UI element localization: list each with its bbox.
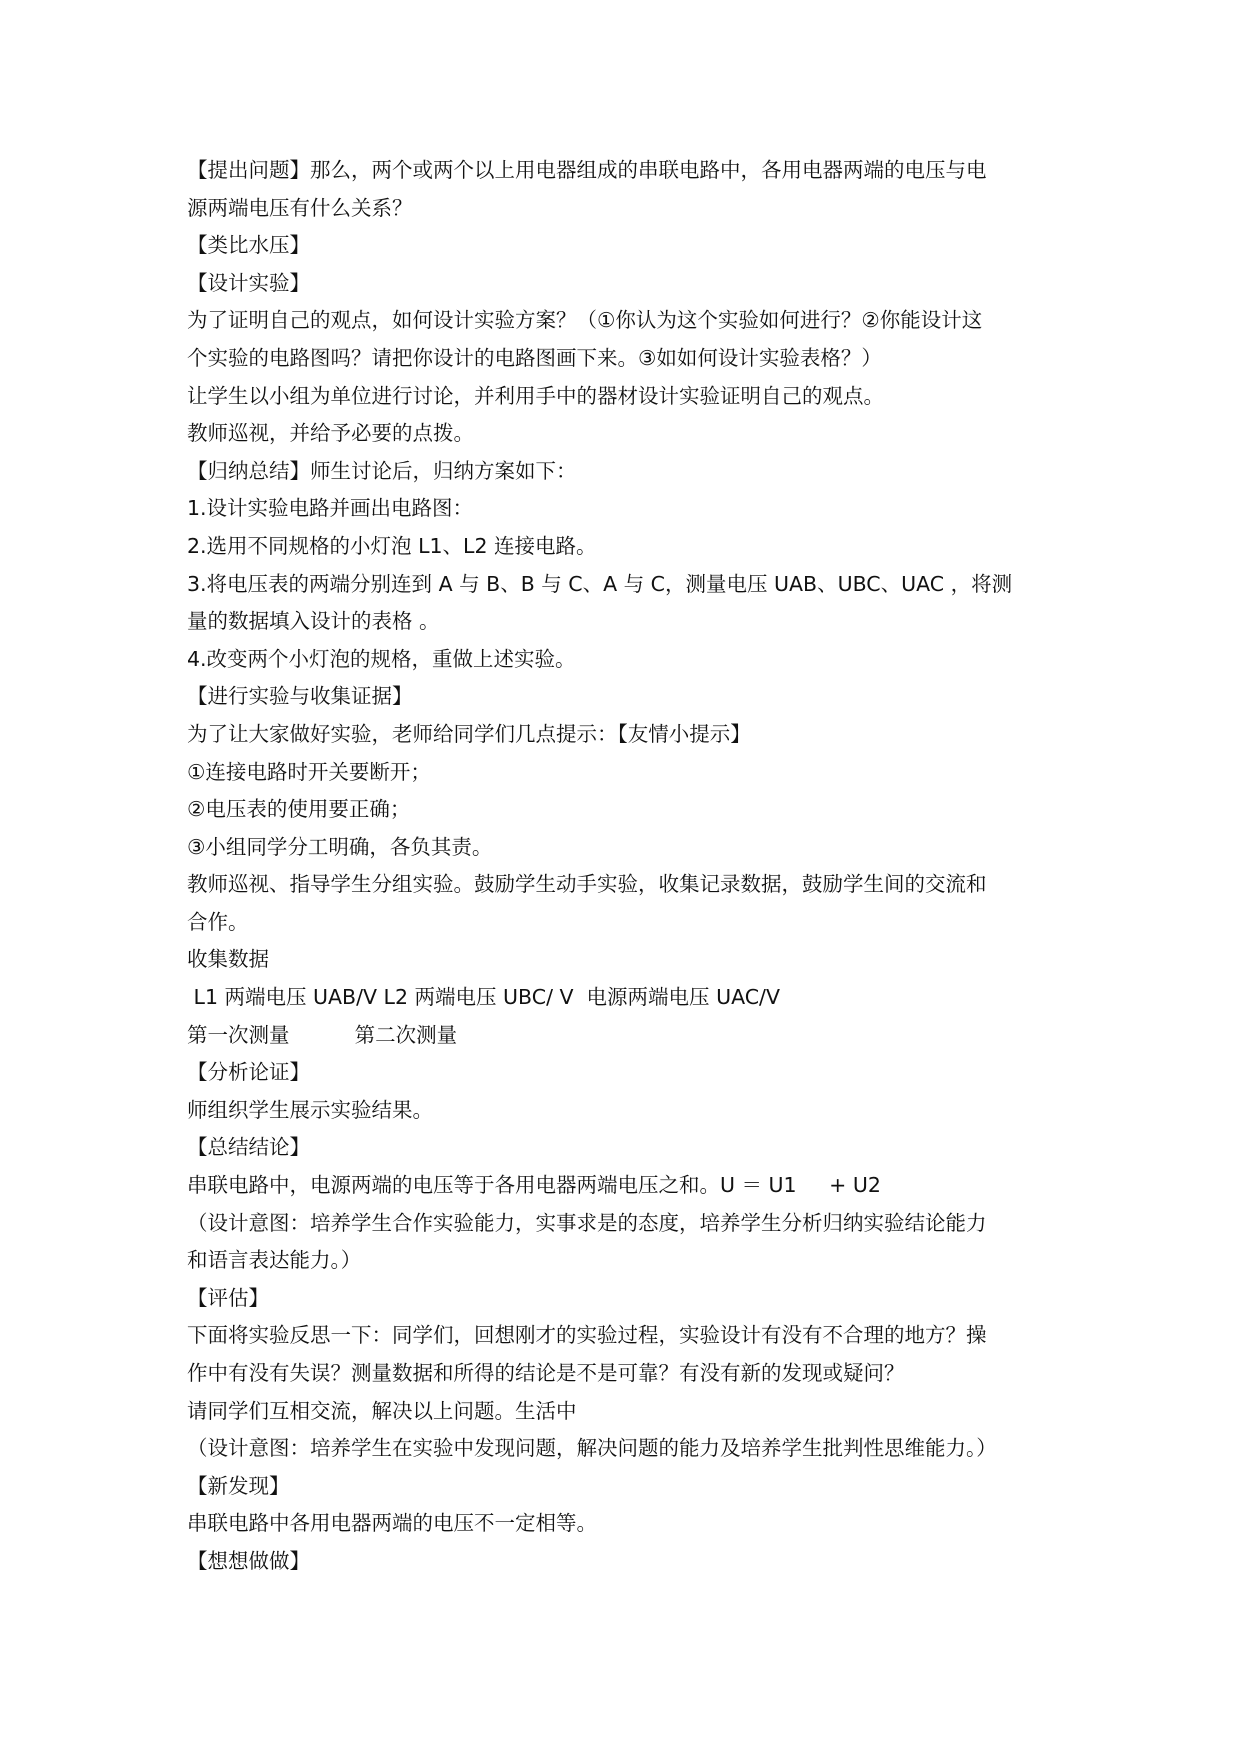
text-line: 个实验的电路图吗？请把你设计的电路图画下来。③如如何设计实验表格？） (187, 345, 882, 370)
text-line: 让学生以小组为单位进行讨论，并利用手中的器材设计实验证明自己的观点。 (187, 383, 884, 408)
text-line: 作中有没有失误？测量数据和所得的结论是不是可靠？有没有新的发现或疑问？ (187, 1361, 905, 1385)
list-item: ③小组同学分工明确，各负其责。 (187, 834, 493, 859)
section-heading: 【分析论证】 (187, 1060, 310, 1085)
section-heading: 【想想做做】 (187, 1548, 310, 1573)
section-heading: 【新发现】 (187, 1473, 290, 1498)
document-body (187, 152, 1067, 1581)
text-line: 量的数据填入设计的表格 。 (187, 609, 440, 634)
section-heading: 【总结结论】 (187, 1135, 310, 1160)
text-line: 串联电路中，电源两端的电压等于各用电器两端电压之和。U ＝ U1 + U2 (187, 1173, 881, 1198)
text-line: 师组织学生展示实验结果。 (187, 1097, 433, 1122)
text-line: 合作。 (187, 909, 249, 934)
list-item: ②电压表的使用要正确； (187, 797, 411, 822)
text-line: 教师巡视、指导学生分组实验。鼓励学生动手实验，收集记录数据，鼓励学生间的交流和 (187, 872, 987, 897)
text-line: （设计意图：培养学生合作实验能力，实事求是的态度，培养学生分析归纳实验结论能力 (187, 1210, 987, 1235)
section-heading: 【进行实验与收集证据】 (187, 684, 413, 709)
section-heading: 【设计实验】 (187, 270, 310, 295)
list-item: 4.改变两个小灯泡的规格，重做上述实验。 (187, 646, 576, 671)
text-line: （设计意图：培养学生在实验中发现问题，解决问题的能力及培养学生批判性思维能力。） (187, 1436, 997, 1461)
list-item: ①连接电路时开关要断开； (187, 759, 431, 784)
list-item: 2.选用不同规格的小灯泡 L1、L2 连接电路。 (187, 533, 597, 558)
text-line: 请同学们互相交流，解决以上问题。生活中 (187, 1398, 577, 1423)
section-heading: 【评估】 (187, 1285, 269, 1310)
text-line: 收集数据 (187, 947, 269, 972)
table-header-line: L1 两端电压 UAB/V L2 两端电压 UBC/ V 电源两端电压 UAC/V (187, 985, 780, 1010)
text-line: 为了证明自己的观点，如何设计实验方案？（①你认为这个实验如何进行？②你能设计这 (187, 308, 983, 333)
table-row-labels: 第一次测量 第二次测量 (187, 1022, 458, 1047)
text-line: 串联电路中各用电器两端的电压不一定相等。 (187, 1511, 597, 1536)
text-line: 源两端电压有什么关系？ (187, 195, 413, 220)
text-line: 和语言表达能力。） (187, 1248, 362, 1273)
text-line: 【提出问题】那么，两个或两个以上用电器组成的串联电路中，各用电器两端的电压与电 (187, 158, 987, 182)
section-heading: 【类比水压】 (187, 233, 310, 258)
text-line: 为了让大家做好实验，老师给同学们几点提示：【友情小提示】 (187, 721, 751, 746)
text-line: 下面将实验反思一下：同学们，回想刚才的实验过程，实验设计有没有不合理的地方？操 (187, 1323, 987, 1348)
list-item: 1.设计实验电路并画出电路图： (187, 496, 474, 521)
text-line: 教师巡视，并给予必要的点拨。 (187, 421, 474, 446)
text-line: 【归纳总结】师生讨论后，归纳方案如下： (187, 458, 577, 483)
list-item: 3.将电压表的两端分别连到 A 与 B、B 与 C、A 与 C，测量电压 UAB、UBC、UAC ，将测 (187, 571, 1013, 596)
